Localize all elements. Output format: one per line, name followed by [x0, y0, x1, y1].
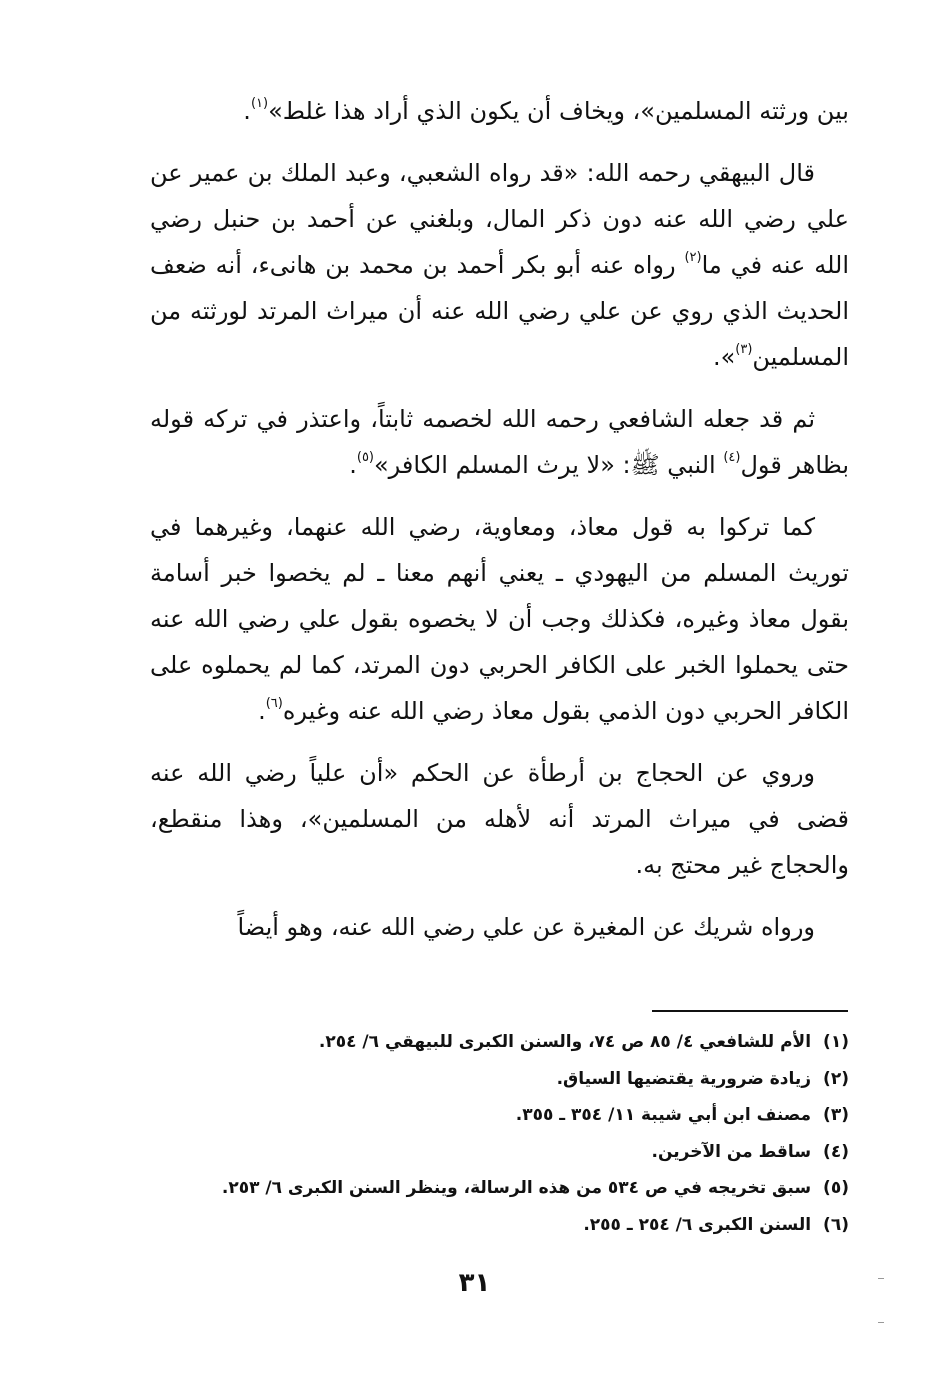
- footnote-item: [150, 1024, 849, 1061]
- footnote-text: ساقط من الآخرين.: [651, 1141, 812, 1162]
- footnotes-section: [150, 1024, 849, 1243]
- footnote-text: سبق تخريجه في ص ٥٣٤ من هذه الرسالة، وينظر السنن الكبرى ٦/ ٢٥٣.: [221, 1178, 812, 1198]
- paragraph-text: كما تركوا به قول معاذ، ومعاوية، رضي الله عنهما، وغيرهما في توريث المسلم من اليهودي ـ يعني أنهم معنا ـ لم يخصوا خبر أسامة بقول معاذ وغيره، فكذلك وجب أن لا يخصوه بقول علي رضي الله عنه حتى يحملوا الخبر على الكافر الحربي دون المرتد، كما لم يحملوه على الكافر الحربي دون الذمي بقول معاذ رضي الله عنه وغيره: [150, 513, 849, 725]
- footnote-text: مصنف ابن أبي شيبة ١١/ ٣٥٤ ـ ٣٥٥.: [515, 1105, 812, 1125]
- footnote-number: (٥): [823, 1178, 849, 1198]
- main-text-body: [150, 88, 849, 966]
- paragraph-text: النبي ﷺ: «لا يرث المسلم الكافر»: [374, 451, 724, 479]
- body-paragraph: [150, 750, 849, 888]
- paragraph-text: .: [243, 97, 251, 125]
- footnote-item: [150, 1134, 849, 1171]
- footnote-item: [150, 1061, 849, 1098]
- footnote-item: [150, 1207, 849, 1244]
- paragraph-text: رواه عنه أبو بكر أحمد بن محمد بن هانىء، أنه ضعف الحديث الذي روي عن علي رضي الله عنه أن ميراث المرتد لورثته من المسلمين: [150, 251, 849, 371]
- page-number: ٣١: [458, 1268, 491, 1298]
- paragraph-text: قال البيهقي رحمه الله: «قد رواه الشعبي، وعبد الملك بن عمير عن علي رضي الله عنه دون ذكر المال، وبلغني عن أحمد بن حنبل رضي الله عنه في ما: [150, 159, 849, 279]
- paragraph-text: ورواه شريك عن المغيرة عن علي رضي الله عنه، وهو أيضاً: [237, 913, 815, 941]
- footnote-item: [150, 1097, 849, 1134]
- footnote-reference: (٤): [723, 450, 741, 465]
- footnote-separator: [652, 1010, 848, 1012]
- paragraph-text: ».: [712, 343, 736, 371]
- paragraph-text: بين ورثته المسلمين»، ويخاف أن يكون الذي أراد هذا غلط»: [268, 97, 849, 125]
- body-paragraph: [150, 88, 849, 134]
- edge-mark: [878, 1322, 884, 1323]
- footnote-text: زيادة ضرورية يقتضيها السياق.: [556, 1068, 812, 1089]
- footnote-item: [150, 1170, 849, 1207]
- paragraph-text: .: [349, 451, 357, 479]
- body-paragraph: [150, 904, 849, 950]
- edge-mark: [878, 1278, 884, 1279]
- footnote-number: (٣): [823, 1105, 849, 1125]
- body-paragraph: [150, 504, 849, 734]
- footnote-text: السنن الكبرى ٦/ ٢٥٤ ـ ٢٥٥.: [583, 1214, 812, 1235]
- footnote-number: (٦): [823, 1214, 849, 1235]
- footnote-number: (١): [823, 1032, 849, 1052]
- footnote-number: (٤): [823, 1141, 849, 1162]
- footnote-text: الأم للشافعي ٤/ ٨٥ ص ٧٤، والسنن الكبرى للبيهقي ٦/ ٢٥٤.: [318, 1032, 812, 1052]
- footnote-number: (٢): [823, 1068, 849, 1089]
- paragraph-text: .: [258, 697, 266, 725]
- footnote-reference: (٣): [735, 342, 753, 357]
- footnote-reference: (١): [250, 96, 269, 111]
- paragraph-text: ثم قد جعله الشافعي رحمه الله لخصمه ثابتاً، واعتذر في تركه قوله بظاهر قول: [150, 405, 849, 479]
- footnote-reference: (٢): [684, 250, 702, 265]
- body-paragraph: [150, 150, 849, 380]
- footnote-reference: (٦): [265, 696, 283, 711]
- footnote-reference: (٥): [356, 450, 374, 465]
- body-paragraph: [150, 396, 849, 488]
- paragraph-text: وروي عن الحجاج بن أرطأة عن الحكم «أن علياً رضي الله عنه قضى في ميراث المرتد أنه لأهله من المسلمين»، وهذا منقطع، والحجاج غير محتج به.: [150, 759, 849, 879]
